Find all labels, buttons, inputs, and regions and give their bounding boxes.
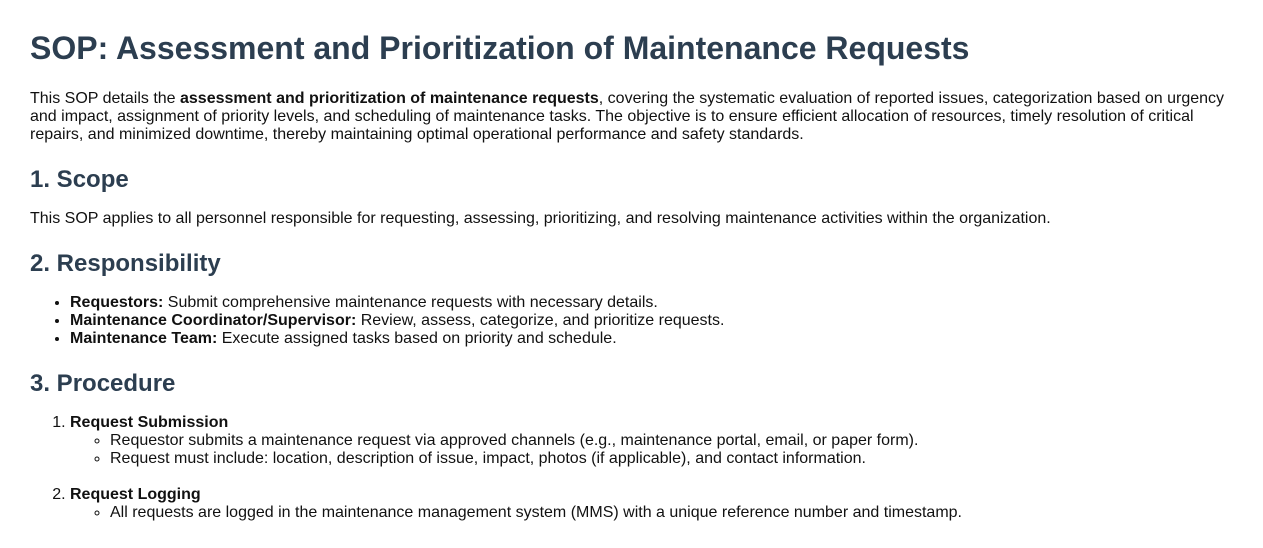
intro-text-before: This SOP details the <box>30 90 180 107</box>
procedure-step-points <box>70 504 1233 522</box>
procedure-point: ◦ Requestor submits a maintenance request via approved channels (e.g., maintenance portal, email, or paper form). <box>110 432 1233 450</box>
responsibility-list <box>30 294 1233 348</box>
responsibility-role: Maintenance Team: <box>70 330 218 347</box>
responsibility-desc: Execute assigned tasks based on priority and schedule. <box>217 330 617 347</box>
procedure-list <box>30 414 1233 522</box>
page-title: SOP: Assessment and Prioritization of Maintenance Requests <box>30 30 970 66</box>
responsibility-item <box>70 330 1233 348</box>
responsibility-desc: Review, assess, categorize, and prioritize requests. <box>356 312 725 329</box>
procedure-step-title: Request Logging <box>70 486 201 503</box>
responsibility-item <box>70 294 1233 312</box>
procedure-step <box>70 486 1233 522</box>
procedure-step-title: Request Submission <box>70 414 229 431</box>
procedure-heading: 3. Procedure <box>30 370 176 397</box>
scope-text: This SOP applies to all personnel responsible for requesting, assessing, prioritizing, and resolving maintenance activities within the organization. <box>30 210 1051 227</box>
procedure-point: ◦ All requests are logged in the maintenance management system (MMS) with a unique reference number and timestamp. <box>110 504 1233 522</box>
intro-paragraph <box>30 90 1233 144</box>
procedure-step-points <box>70 432 1233 468</box>
procedure-step <box>70 414 1233 468</box>
responsibility-item <box>70 312 1233 330</box>
responsibility-desc: Submit comprehensive maintenance requests with necessary details. <box>163 294 658 311</box>
scope-heading: 1. Scope <box>30 166 129 193</box>
intro-text-after: , covering the systematic evaluation of reported issues, categorization based on urgency and impact, assignment of priority levels, and scheduling of maintenance tasks. The objective is to ensure efficient allocation of resources, timely resolution of critical repairs, and minimized downtime, thereby maintaining optimal operational performance and safety standards. <box>30 90 1225 143</box>
procedure-point: ◦ Request must include: location, description of issue, impact, photos (if applicable), and contact information. <box>110 450 1233 468</box>
responsibility-role: Maintenance Coordinator/Supervisor: <box>70 312 357 329</box>
responsibility-heading: 2. Responsibility <box>30 250 221 277</box>
responsibility-role: Requestors: <box>70 294 164 311</box>
intro-text-bold: assessment and prioritization of maintenance requests <box>180 90 599 107</box>
